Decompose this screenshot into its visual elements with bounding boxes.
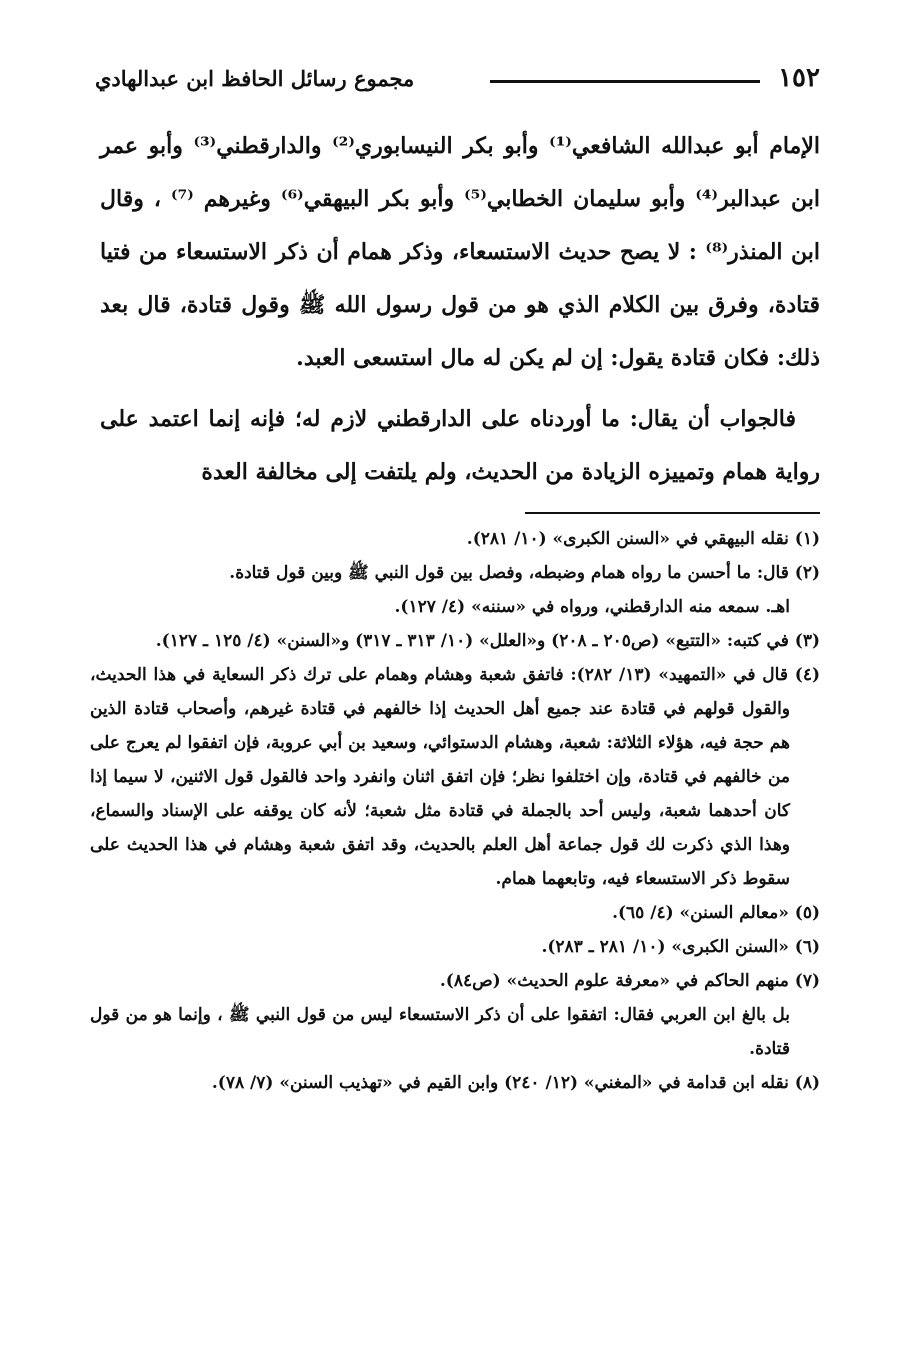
footnote-3: (٣) في كتبه: «التتبع» (ص٢٠٥ ـ ٢٠٨) و«العلل» (١٠/ ٣١٣ ـ ٣١٧) و«السنن» (٤/ ١٢٥ ـ ١٢٧).	[155, 631, 820, 651]
main-text	[100, 120, 820, 499]
footnote-7: (٧) منهم الحاكم في «معرفة علوم الحديث» (ص٨٤).	[439, 971, 820, 991]
footnote-4: (٤) قال في «التمهيد» (١٣/ ٢٨٢): فاتفق شعبة وهشام وهمام على ترك ذكر السعاية في هذا الحديث، والقول قولهم في قتادة عند جميع أهل الحديث إذا خالفهم في قتادة غيرهم، وأصحاب قتادة الذين هم حجة فيه، هؤلاء الثلاثة: شعبة، وهشام الدستوائي، وسعيد بن أبي عروبة، فإن اتفقوا لم يعرج على من خالفهم في قتادة، وإن اختلفوا نظر؛ فإن اتفق اثنان وانفرد واحد فالقول قول الاثنين، لا سيما إذا كان أحدهما شعبة، وليس أحد بالجملة في قتادة مثل شعبة؛ لأنه كان يوقفه على الإسناد والسماع، وهذا الذي ذكرت لك قول جماعة أهل العلم بالحديث، وقد اتفق شعبة وهشام في هذا الحديث على سقوط ذكر الاستسعاء فيه، وتابعهما همام.	[90, 665, 820, 889]
footnote-7-continuation: بل بالغ ابن العربي فقال: اتفقوا على أن ذكر الاستسعاء ليس من قول النبي ﷺ ، وإنما هو من قول قتادة.	[90, 1005, 790, 1059]
footnote-2-continuation: اهـ. سمعه منه الدارقطني، ورواه في «سننه» (٤/ ١٢٧).	[394, 597, 790, 617]
footnote-6: (٦) «السنن الكبرى» (١٠/ ٢٨١ ـ ٢٨٣).	[541, 937, 820, 957]
footnote-5: (٥) «معالم السنن» (٤/ ٦٥).	[612, 903, 820, 923]
page-number: ١٥٢	[778, 63, 820, 93]
body-paragraph-1: الإمام أبو عبدالله الشافعي⁽¹⁾ وأبو بكر النيسابوري⁽²⁾ والدارقطني⁽³⁾ وأبو عمر ابن عبدالبر⁽⁴⁾ وأبو سليمان الخطابي⁽⁵⁾ وأبو بكر البيهقي⁽⁶⁾ وغيرهم ⁽⁷⁾ ، وقال ابن المنذر⁽⁸⁾ : لا يصح حديث الاستسعاء، وذكر همام أن ذكر الاستسعاء من فتيا قتادة، وفرق بين الكلام الذي هو من قول رسول الله ﷺ وقول قتادة، قال بعد ذلك: فكان قتادة يقول: إن لم يكن له مال استسعى العبد.	[100, 133, 820, 371]
header-rule	[490, 80, 760, 83]
body-paragraph-2: فالجواب أن يقال: ما أوردناه على الدارقطني لازم له؛ فإنه إنما اعتمد على رواية همام وتمييزه الزيادة من الحديث، ولم يلتفت إلى مخالفة العدة	[100, 406, 820, 485]
page-header	[95, 60, 820, 100]
footnote-8: (٨) نقله ابن قدامة في «المغني» (١٢/ ٢٤٠) وابن القيم في «تهذيب السنن» (٧/ ٧٨).	[211, 1073, 820, 1093]
footnote-divider	[525, 512, 820, 514]
footnote-1: (١) نقله البيهقي في «السنن الكبرى» (١٠/ ٢٨١).	[466, 529, 820, 549]
footnote-2: (٢) قال: ما أحسن ما رواه همام وضبطه، وفصل بين قول النبي ﷺ وبين قول قتادة.	[229, 563, 820, 583]
running-title: مجموع رسائل الحافظ ابن عبدالهادي	[95, 66, 415, 91]
footnotes	[90, 522, 820, 1100]
